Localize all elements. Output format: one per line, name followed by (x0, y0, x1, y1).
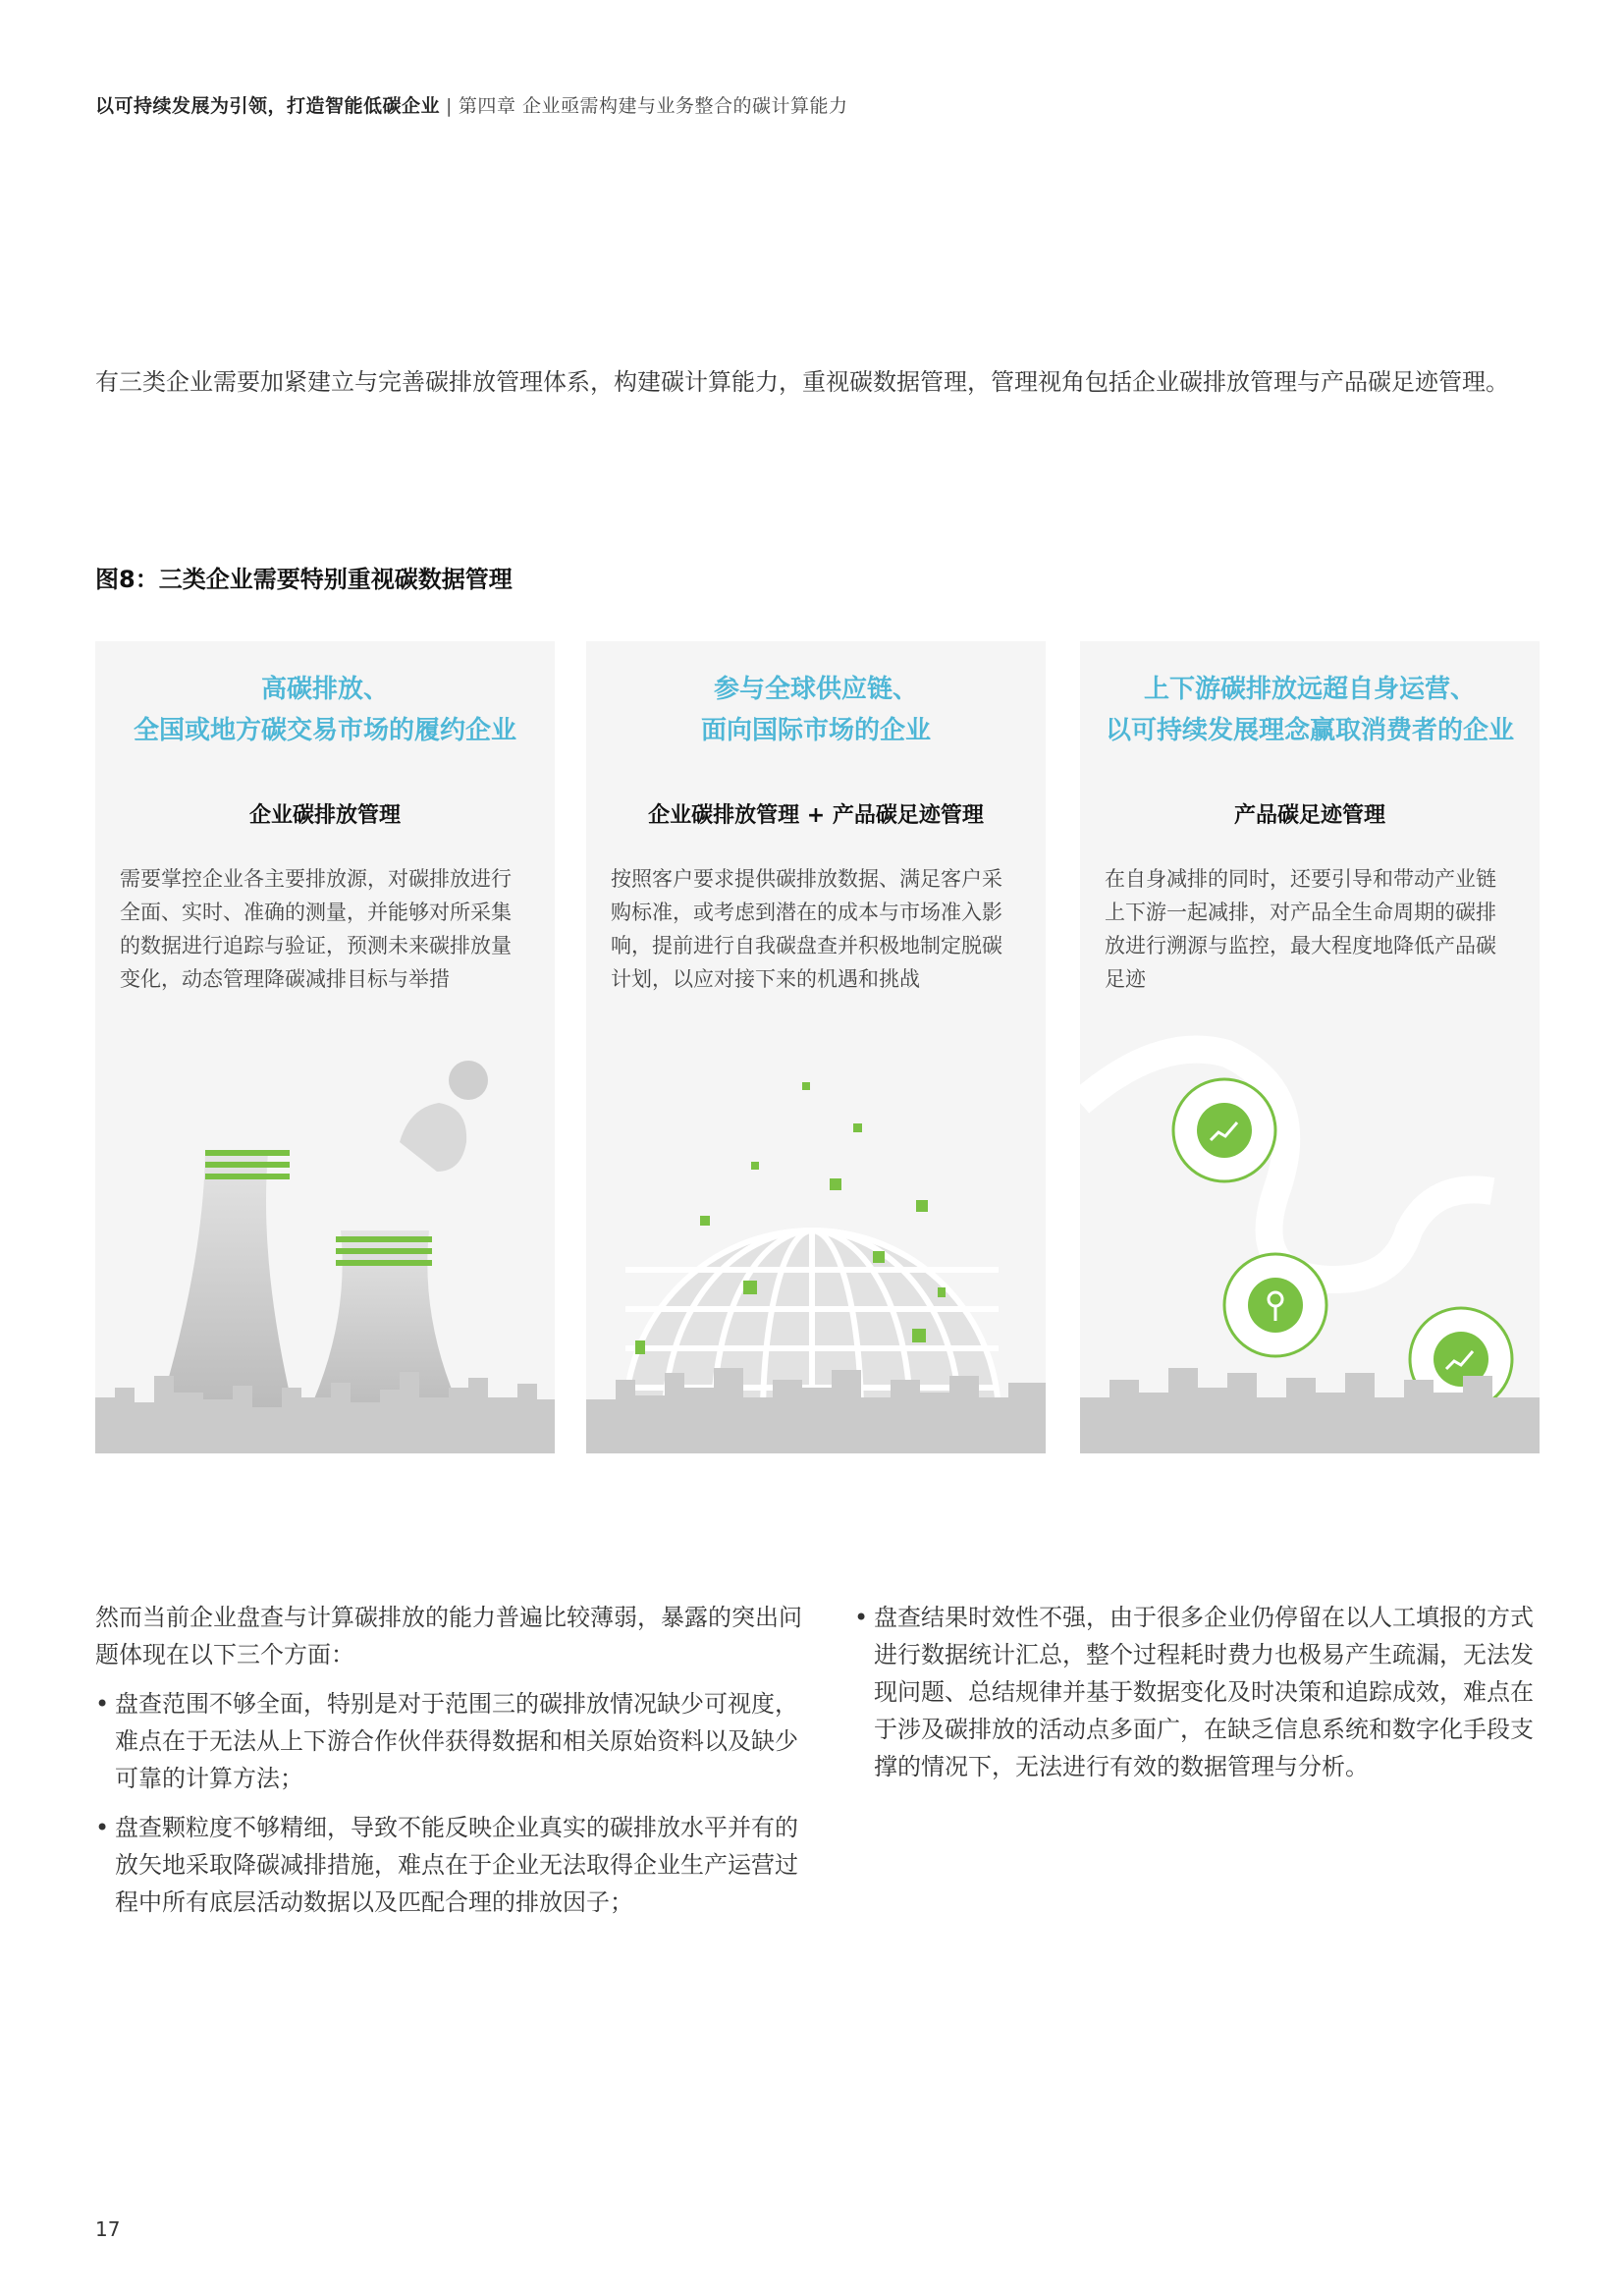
card-management-type: 产品碳足迹管理 (1233, 803, 1385, 828)
card-description: 需要掌控企业各主要排放源，对碳排放进行全面、实时、准确的测量，并能够对所采集的数据进行追踪与验证，预测未来碳排放量变化，动态管理降碳减排目标与举措 (120, 867, 512, 991)
card-category: 上下游碳排放远超自身运营、 以可持续发展理念赢取消费者的企业 (1105, 675, 1514, 745)
footprint-path-illustration (1080, 641, 1540, 1453)
body-right-column (854, 1599, 1542, 1785)
header-chapter: 第四章 企业亟需构建与业务整合的碳计算能力 (458, 95, 848, 117)
intro-paragraph: 有三类企业需要加紧建立与完善碳排放管理体系，构建碳计算能力，重视碳数据管理，管理视角包括企业碳排放管理与产品碳足迹管理。 (95, 368, 1509, 396)
chart-icon (1173, 1079, 1275, 1181)
bullet-text: 盘查范围不够全面，特别是对于范围三的碳排放情况缺少可视度，难点在于无法从上下游合作伙伴获得数据和相关原始资料以及缺少可靠的计算方法； (115, 1690, 798, 1792)
body-lead: 然而当前企业盘查与计算碳排放的能力普遍比较薄弱，暴露的突出问题体现在以下三个方面： (95, 1604, 802, 1668)
city-skyline (1080, 1368, 1540, 1453)
smoke-puff (449, 1061, 488, 1100)
body-left-column (95, 1599, 807, 1921)
cooling-tower-left (154, 1152, 298, 1427)
card-management-type: 企业碳排放管理 (248, 803, 401, 828)
card-category: 参与全球供应链、 面向国际市场的企业 (700, 675, 931, 745)
bullet-mark: • (854, 1604, 869, 1631)
bullet-mark: • (95, 1814, 110, 1841)
figure-title: 图8：三类企业需要特别重视碳数据管理 (95, 566, 513, 593)
bullet-text: 盘查结果时效性不强，由于很多企业仍停留在以人工填报的方式进行数据统计汇总，整个过程耗时费力也极易产生疏漏，无法发现问题、总结规律并基于数据变化及时决策和追踪成效，难点在于涉及碳排放的活动点多面广，在缺乏信息系统和数字化手段支撑的情况下，无法进行有效的数据管理与分析。 (874, 1604, 1534, 1780)
page-number: 17 (95, 2217, 121, 2241)
header-title: 以可持续发展为引领，打造智能低碳企业 (95, 95, 441, 117)
bullet-text: 盘查颗粒度不够精细，导致不能反映企业真实的碳排放水平并有的放矢地采取降碳减排措施，难点在于企业无法取得企业生产运营过程中所有底层活动数据以及匹配合理的排放因子； (115, 1814, 798, 1916)
card-high-emission (95, 641, 555, 1453)
winding-road (1080, 1050, 1492, 1280)
bullet-mark: • (95, 1690, 110, 1718)
card-upstream-downstream (1080, 641, 1540, 1453)
bullet-item (95, 1809, 807, 1921)
card-category: 高碳排放、 全国或地方碳交易市场的履约企业 (133, 675, 516, 745)
bullet-item (95, 1685, 807, 1797)
card-global-supply-chain (586, 641, 1046, 1453)
globe-illustration (586, 641, 1046, 1453)
power-plant-illustration (95, 641, 555, 1453)
running-header (95, 91, 847, 118)
smoke-cloud (400, 1103, 466, 1172)
card-description: 在自身减排的同时，还要引导和带动产业链上下游一起减排，对产品全生命周期的碳排放进行溯源与监控，最大程度地降低产品碳足迹 (1105, 867, 1496, 991)
card-management-type: 企业碳排放管理 + 产品碳足迹管理 (648, 803, 984, 828)
bullet-item (854, 1599, 1542, 1785)
location-pin-icon (1224, 1254, 1326, 1356)
header-separator: | (446, 95, 453, 117)
card-description: 按照客户要求提供碳排放数据、满足客户采购标准，或考虑到潜在的成本与市场准入影响，提前进行自我碳盘查并积极地制定脱碳计划，以应对接下来的机遇和挑战 (611, 867, 1002, 991)
